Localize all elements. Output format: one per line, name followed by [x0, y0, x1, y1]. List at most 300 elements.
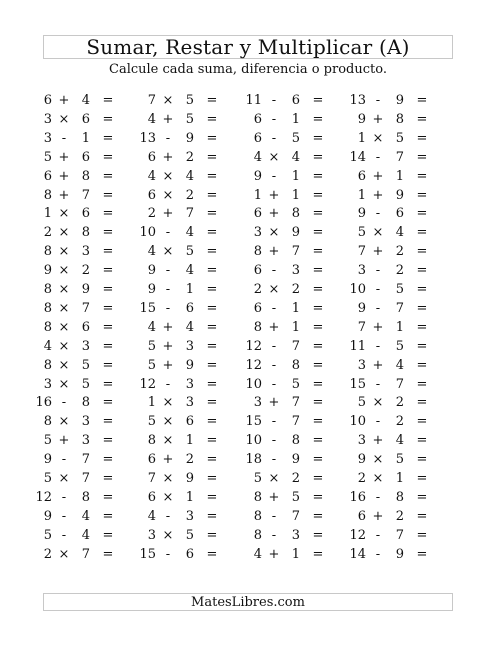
problem-row [0, 489, 500, 508]
operand-b: 8 [395, 489, 404, 505]
operand-a: 8 [43, 300, 52, 316]
operand-a: 1 [253, 187, 262, 203]
operator: + [372, 187, 384, 203]
operand-a: 8 [147, 433, 156, 449]
operand-b: 6 [291, 93, 300, 108]
operand-b: 9 [395, 93, 404, 108]
operator: + [372, 319, 384, 335]
operator: × [162, 187, 174, 203]
operand-a: 5 [253, 471, 262, 486]
equals-sign: = [312, 282, 324, 297]
operator: - [375, 527, 381, 543]
operand-b: 1 [395, 319, 404, 335]
equals-sign: = [102, 225, 114, 241]
equals-sign: = [102, 187, 114, 203]
operand-a: 5 [43, 471, 52, 486]
equals-sign: = [312, 395, 324, 411]
equals-sign: = [206, 282, 218, 297]
equals-sign: = [102, 357, 114, 373]
operand-b: 4 [185, 225, 194, 241]
equals-sign: = [206, 395, 218, 411]
operand-a: 1 [147, 395, 156, 411]
operand-a: 6 [147, 489, 156, 505]
operand-b: 2 [395, 244, 404, 260]
operator: + [372, 433, 384, 449]
operand-b: 9 [81, 282, 90, 297]
operand-a: 6 [147, 187, 156, 203]
operand-b: 9 [291, 225, 300, 241]
operand-a: 4 [253, 149, 262, 165]
equals-sign: = [416, 376, 428, 392]
operand-b: 2 [185, 149, 194, 165]
operand-b: 1 [185, 489, 194, 505]
operand-b: 5 [185, 111, 194, 127]
operand-a: 8 [253, 244, 262, 260]
operand-b: 3 [81, 244, 90, 260]
operand-a: 9 [43, 508, 52, 524]
operator: × [268, 149, 280, 165]
operand-b: 3 [185, 376, 194, 392]
problem-row [0, 205, 500, 224]
problem-row [0, 546, 500, 565]
equals-sign: = [206, 376, 218, 392]
equals-sign: = [312, 471, 324, 486]
problem-row [0, 432, 500, 451]
operand-b: 7 [291, 395, 300, 411]
operator: × [58, 300, 70, 316]
operand-b: 5 [395, 452, 404, 468]
operand-a: 6 [253, 300, 262, 316]
operand-b: 1 [185, 433, 194, 449]
operand-b: 1 [185, 282, 194, 297]
operator: + [268, 244, 280, 260]
problem-row [0, 92, 500, 111]
operator: - [271, 376, 277, 392]
equals-sign: = [206, 300, 218, 316]
operand-b: 2 [185, 452, 194, 468]
operand-b: 5 [81, 357, 90, 373]
equals-sign: = [416, 282, 428, 297]
problem-row [0, 111, 500, 130]
operand-a: 4 [147, 319, 156, 335]
operator: × [58, 414, 70, 430]
operand-a: 5 [43, 527, 52, 543]
operand-a: 1 [43, 206, 52, 222]
operand-a: 3 [147, 527, 156, 543]
operand-b: 4 [81, 508, 90, 524]
operand-b: 2 [395, 395, 404, 411]
equals-sign: = [416, 414, 428, 430]
problem-row [0, 413, 500, 432]
operand-a: 9 [357, 452, 366, 468]
equals-sign: = [206, 130, 218, 146]
equals-sign: = [416, 357, 428, 373]
operand-a: 4 [253, 546, 262, 562]
operand-b: 7 [81, 300, 90, 316]
operator: × [58, 225, 70, 241]
equals-sign: = [416, 527, 428, 543]
operator: - [61, 527, 67, 543]
operator: × [162, 168, 174, 184]
operand-b: 7 [185, 206, 194, 222]
operator: × [372, 225, 384, 241]
operand-a: 8 [253, 489, 262, 505]
operator: - [61, 508, 67, 524]
equals-sign: = [312, 508, 324, 524]
operand-a: 15 [349, 376, 366, 392]
equals-sign: = [206, 319, 218, 335]
operator: - [61, 395, 67, 411]
equals-sign: = [102, 376, 114, 392]
operator: × [268, 225, 280, 241]
operator: - [165, 130, 171, 146]
operator: - [165, 376, 171, 392]
operand-a: 5 [147, 357, 156, 373]
operator: - [271, 357, 277, 373]
operand-b: 4 [81, 93, 90, 108]
operand-b: 3 [185, 508, 194, 524]
equals-sign: = [102, 244, 114, 260]
operand-b: 8 [395, 111, 404, 127]
operator: - [271, 168, 277, 184]
operand-b: 6 [185, 300, 194, 316]
operator: + [372, 508, 384, 524]
equals-sign: = [206, 206, 218, 222]
operator: - [271, 414, 277, 430]
operator: + [268, 395, 280, 411]
operand-a: 12 [245, 357, 262, 373]
operator: × [268, 471, 280, 486]
operand-b: 1 [291, 319, 300, 335]
equals-sign: = [312, 414, 324, 430]
operator: - [375, 282, 381, 297]
operator: - [375, 414, 381, 430]
operand-b: 3 [291, 527, 300, 543]
operand-a: 9 [357, 206, 366, 222]
equals-sign: = [206, 527, 218, 543]
operand-b: 8 [291, 433, 300, 449]
problem-row [0, 168, 500, 187]
operand-b: 6 [81, 319, 90, 335]
equals-sign: = [312, 263, 324, 279]
equals-sign: = [206, 244, 218, 260]
operand-b: 8 [81, 489, 90, 505]
operand-a: 4 [147, 508, 156, 524]
operator: - [165, 263, 171, 279]
equals-sign: = [312, 527, 324, 543]
operand-b: 2 [291, 282, 300, 297]
operand-a: 8 [43, 282, 52, 297]
equals-sign: = [312, 225, 324, 241]
operator: + [162, 319, 174, 335]
equals-sign: = [102, 471, 114, 486]
problem-row [0, 262, 500, 281]
operand-a: 5 [357, 225, 366, 241]
equals-sign: = [102, 452, 114, 468]
operand-a: 7 [357, 319, 366, 335]
operand-a: 5 [147, 338, 156, 354]
operand-b: 2 [395, 508, 404, 524]
operand-a: 4 [147, 111, 156, 127]
operator: - [271, 111, 277, 127]
problem-row [0, 300, 500, 319]
operator: + [162, 149, 174, 165]
operator: - [375, 149, 381, 165]
operator: - [375, 93, 381, 108]
operand-a: 8 [43, 187, 52, 203]
operand-a: 8 [43, 319, 52, 335]
operand-a: 15 [139, 300, 156, 316]
operand-b: 7 [395, 300, 404, 316]
equals-sign: = [312, 433, 324, 449]
operand-b: 5 [185, 93, 194, 108]
operator: × [58, 282, 70, 297]
operand-a: 4 [43, 338, 52, 354]
operator: × [58, 471, 70, 486]
equals-sign: = [312, 206, 324, 222]
operand-b: 8 [81, 395, 90, 411]
operand-a: 13 [349, 93, 366, 108]
operator: × [162, 433, 174, 449]
operand-a: 6 [147, 452, 156, 468]
operand-b: 9 [291, 452, 300, 468]
operator: + [58, 93, 70, 108]
equals-sign: = [206, 168, 218, 184]
problem-row [0, 281, 500, 300]
operand-b: 9 [395, 546, 404, 562]
operator: - [61, 489, 67, 505]
operand-a: 4 [147, 168, 156, 184]
operand-b: 3 [81, 338, 90, 354]
operator: - [375, 263, 381, 279]
operator: - [375, 546, 381, 562]
operator: × [58, 263, 70, 279]
operand-a: 11 [349, 338, 366, 354]
operand-b: 2 [185, 187, 194, 203]
operator: + [162, 111, 174, 127]
operand-a: 7 [147, 471, 156, 486]
operand-a: 5 [147, 414, 156, 430]
problem-row [0, 394, 500, 413]
operand-a: 4 [147, 244, 156, 260]
operator: × [372, 452, 384, 468]
operator: + [372, 357, 384, 373]
equals-sign: = [312, 187, 324, 203]
equals-sign: = [102, 508, 114, 524]
equals-sign: = [102, 282, 114, 297]
operand-b: 1 [81, 130, 90, 146]
operand-a: 6 [253, 206, 262, 222]
operand-a: 3 [357, 263, 366, 279]
equals-sign: = [206, 149, 218, 165]
equals-sign: = [312, 149, 324, 165]
operand-b: 1 [395, 168, 404, 184]
operand-b: 9 [185, 130, 194, 146]
equals-sign: = [312, 376, 324, 392]
operand-a: 5 [43, 433, 52, 449]
operand-a: 10 [245, 433, 262, 449]
operand-b: 7 [81, 546, 90, 562]
operator: - [165, 225, 171, 241]
problem-row [0, 187, 500, 206]
equals-sign: = [416, 168, 428, 184]
operand-b: 4 [185, 168, 194, 184]
problem-row [0, 224, 500, 243]
operand-b: 2 [291, 471, 300, 486]
operand-b: 4 [185, 319, 194, 335]
operand-a: 15 [245, 414, 262, 430]
operator: × [372, 471, 384, 486]
equals-sign: = [206, 508, 218, 524]
problem-row [0, 319, 500, 338]
operand-a: 8 [253, 527, 262, 543]
operand-a: 7 [147, 93, 156, 108]
problem-row [0, 470, 500, 489]
operand-a: 1 [357, 130, 366, 146]
operand-a: 9 [43, 452, 52, 468]
equals-sign: = [206, 452, 218, 468]
operand-b: 6 [185, 414, 194, 430]
operand-a: 8 [253, 319, 262, 335]
operator: - [375, 300, 381, 316]
operand-b: 8 [81, 168, 90, 184]
equals-sign: = [416, 319, 428, 335]
equals-sign: = [206, 225, 218, 241]
equals-sign: = [312, 338, 324, 354]
operand-a: 10 [245, 376, 262, 392]
equals-sign: = [102, 414, 114, 430]
operand-a: 9 [43, 263, 52, 279]
equals-sign: = [102, 130, 114, 146]
operator: - [271, 508, 277, 524]
equals-sign: = [206, 471, 218, 486]
problem-row [0, 527, 500, 546]
operand-b: 4 [395, 225, 404, 241]
equals-sign: = [206, 263, 218, 279]
operand-a: 3 [43, 376, 52, 392]
equals-sign: = [312, 111, 324, 127]
operator: - [61, 452, 67, 468]
operand-a: 6 [43, 93, 52, 108]
operand-b: 5 [291, 376, 300, 392]
operator: - [271, 433, 277, 449]
operand-b: 2 [395, 263, 404, 279]
operand-b: 4 [395, 433, 404, 449]
operand-b: 5 [291, 130, 300, 146]
operand-a: 2 [357, 471, 366, 486]
operator: + [58, 187, 70, 203]
operator: + [268, 546, 280, 562]
operator: + [58, 149, 70, 165]
operand-a: 3 [43, 111, 52, 127]
operator: × [162, 527, 174, 543]
operator: × [58, 244, 70, 260]
equals-sign: = [416, 300, 428, 316]
operand-b: 5 [291, 489, 300, 505]
operator: + [268, 319, 280, 335]
operator: - [271, 338, 277, 354]
operand-b: 9 [185, 471, 194, 486]
operand-a: 3 [357, 433, 366, 449]
operator: × [372, 395, 384, 411]
operator: × [58, 376, 70, 392]
equals-sign: = [206, 338, 218, 354]
operand-b: 1 [291, 168, 300, 184]
operand-b: 7 [395, 149, 404, 165]
equals-sign: = [416, 187, 428, 203]
operand-b: 5 [185, 527, 194, 543]
equals-sign: = [206, 546, 218, 562]
operand-b: 8 [291, 357, 300, 373]
operand-a: 3 [43, 130, 52, 146]
equals-sign: = [312, 489, 324, 505]
equals-sign: = [102, 206, 114, 222]
operator: - [165, 282, 171, 297]
operand-a: 6 [147, 149, 156, 165]
operand-a: 2 [253, 282, 262, 297]
operand-b: 5 [395, 338, 404, 354]
operand-a: 14 [349, 149, 366, 165]
equals-sign: = [312, 93, 324, 108]
operand-a: 14 [349, 546, 366, 562]
problem-row [0, 149, 500, 168]
footer-box [43, 593, 453, 611]
operand-b: 5 [395, 282, 404, 297]
equals-sign: = [312, 357, 324, 373]
operand-a: 5 [357, 395, 366, 411]
equals-sign: = [102, 149, 114, 165]
operand-b: 9 [395, 187, 404, 203]
page-title: Sumar, Restar y Multiplicar (A) [86, 35, 410, 59]
operand-a: 10 [349, 282, 366, 297]
operator: - [165, 546, 171, 562]
operator: + [162, 338, 174, 354]
operand-b: 7 [81, 187, 90, 203]
equals-sign: = [206, 433, 218, 449]
operand-a: 2 [43, 546, 52, 562]
equals-sign: = [416, 338, 428, 354]
equals-sign: = [312, 319, 324, 335]
operand-b: 1 [291, 546, 300, 562]
operator: - [61, 130, 67, 146]
operator: × [58, 111, 70, 127]
operand-b: 3 [81, 433, 90, 449]
equals-sign: = [416, 130, 428, 146]
operator: - [271, 130, 277, 146]
operand-a: 15 [139, 546, 156, 562]
operand-b: 6 [81, 206, 90, 222]
operator: - [271, 300, 277, 316]
operand-b: 7 [291, 508, 300, 524]
operand-a: 6 [357, 168, 366, 184]
operand-b: 7 [291, 414, 300, 430]
operand-a: 9 [147, 282, 156, 297]
problem-row [0, 338, 500, 357]
operand-b: 3 [185, 395, 194, 411]
operator: + [268, 489, 280, 505]
equals-sign: = [102, 395, 114, 411]
operand-b: 3 [81, 414, 90, 430]
operand-a: 2 [43, 225, 52, 241]
operand-a: 1 [357, 187, 366, 203]
operator: × [162, 395, 174, 411]
title-box [43, 35, 453, 59]
equals-sign: = [206, 489, 218, 505]
operator: × [58, 319, 70, 335]
operand-a: 6 [43, 168, 52, 184]
operator: + [372, 168, 384, 184]
problem-row [0, 376, 500, 395]
